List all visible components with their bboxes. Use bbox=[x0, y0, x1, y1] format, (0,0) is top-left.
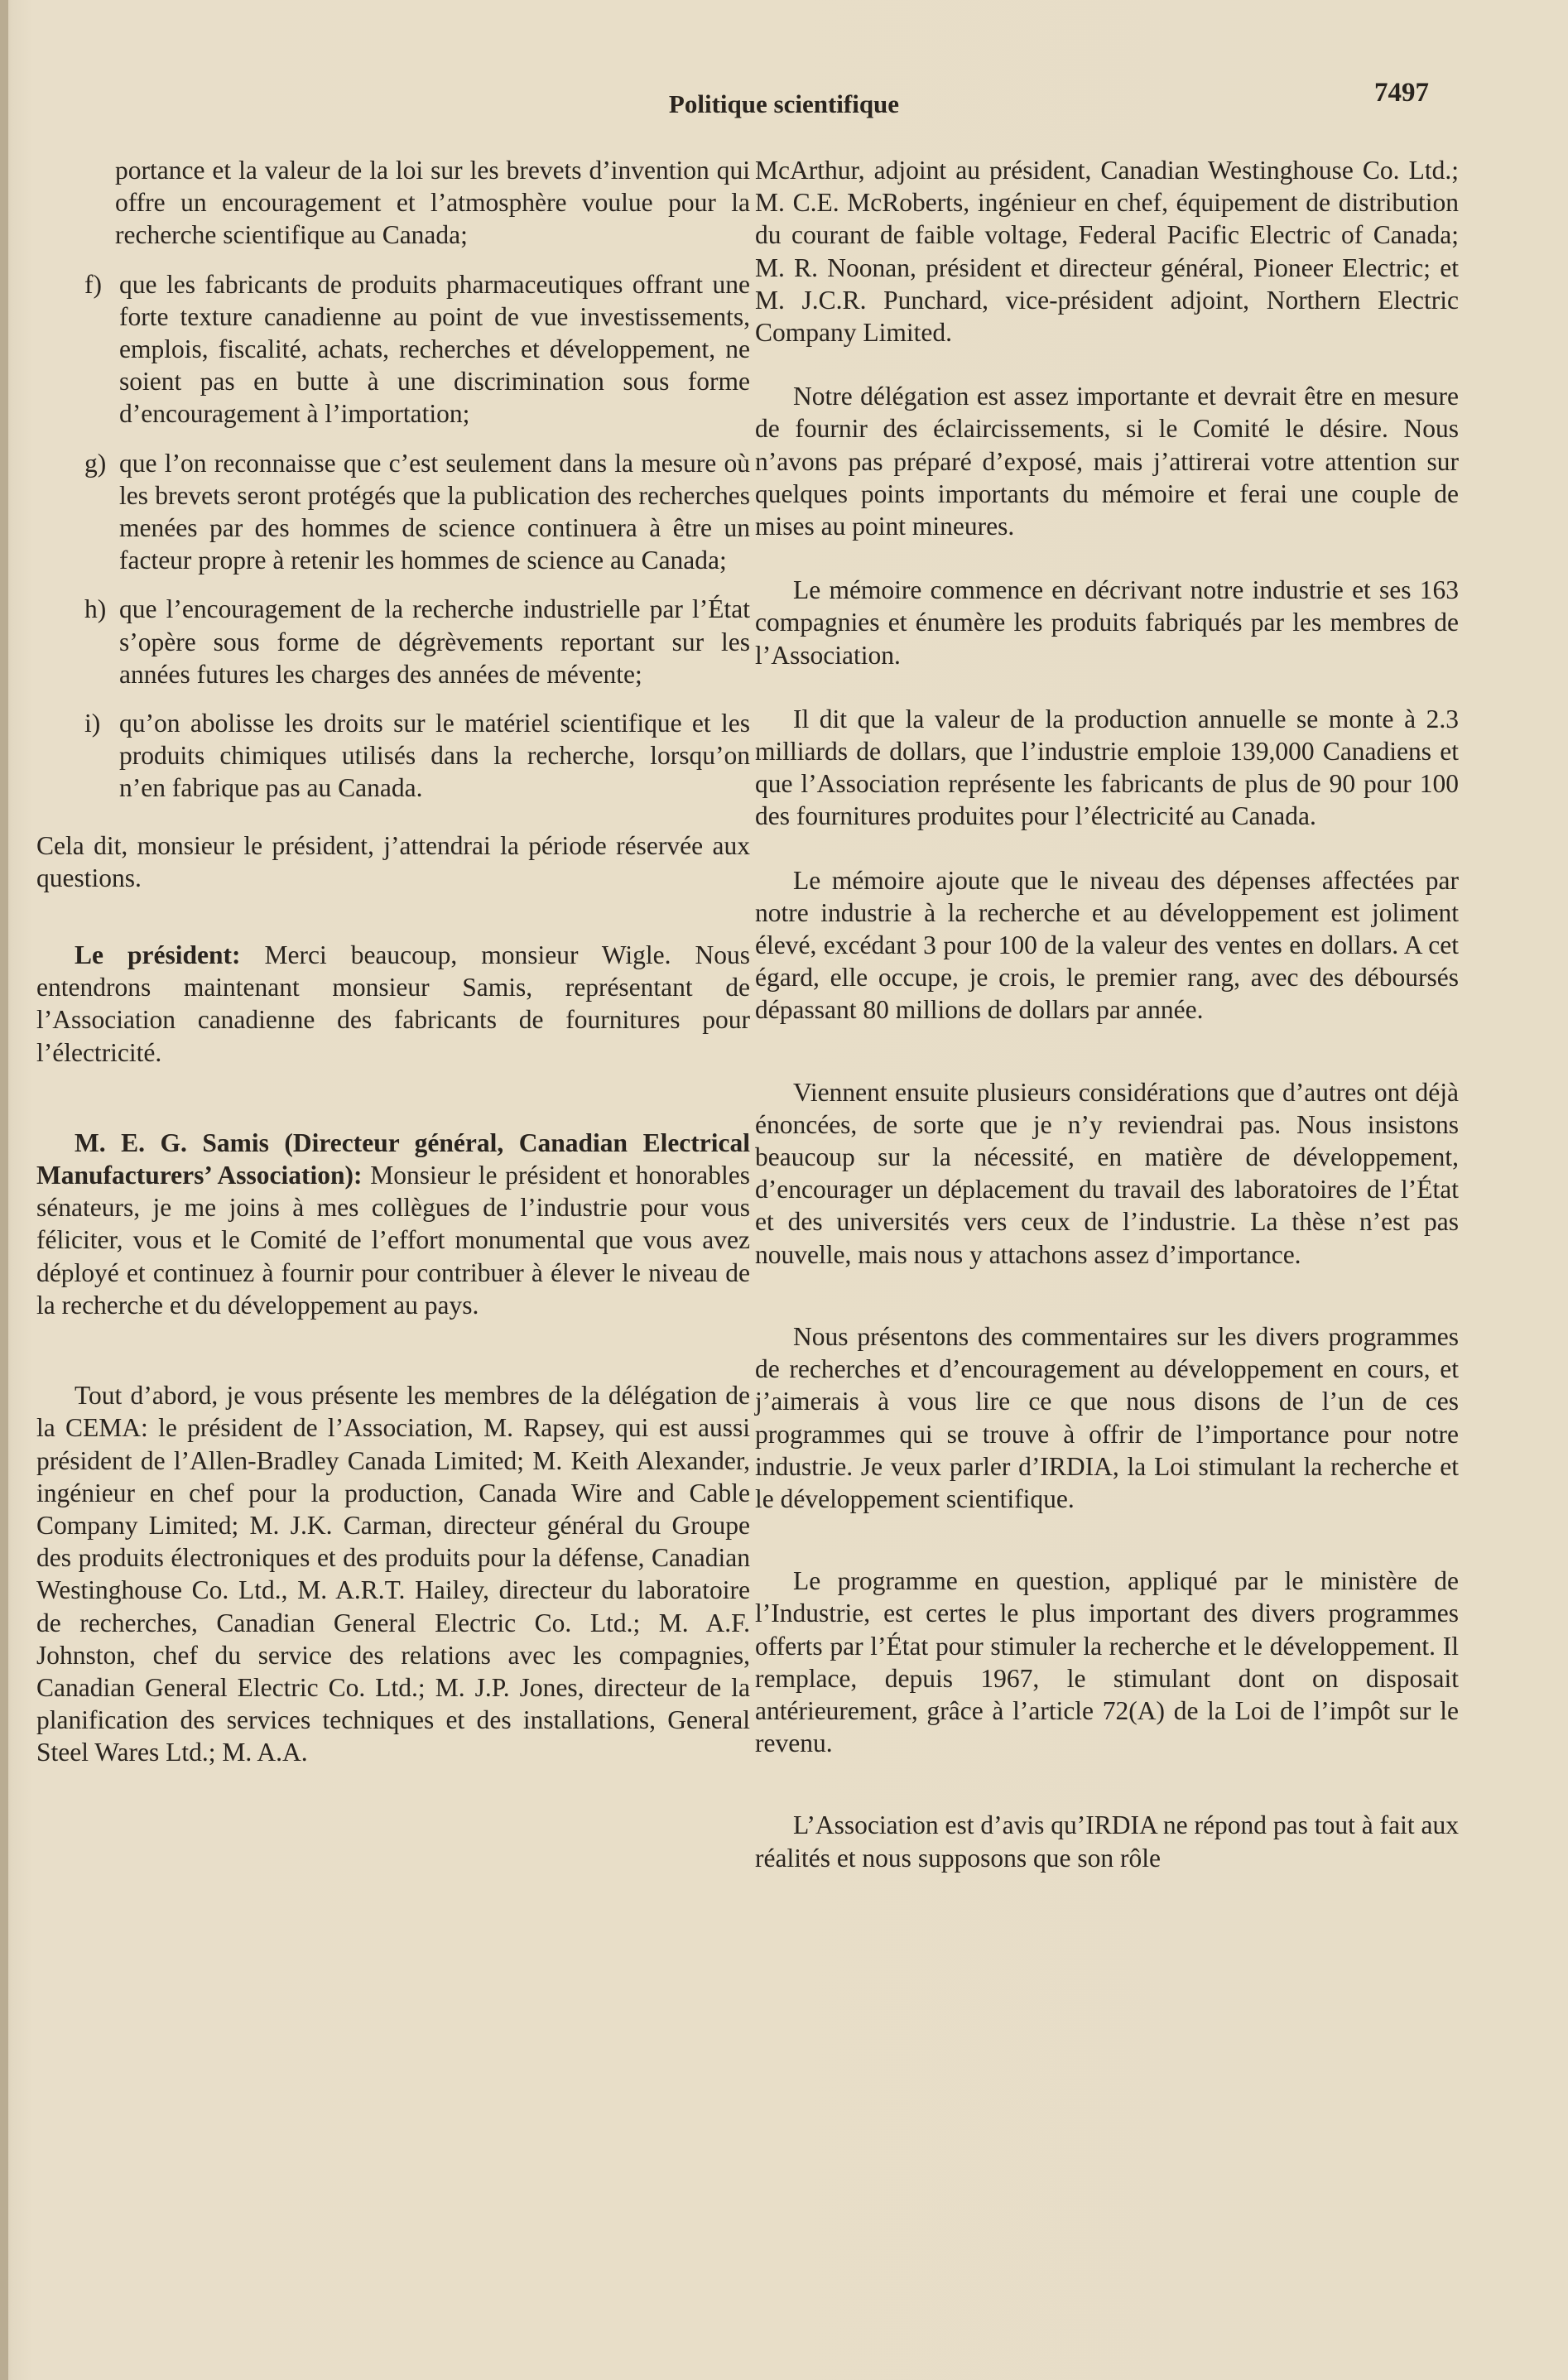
paragraph: McArthur, adjoint au président, Canadian Westinghouse Co. Ltd.; M. C.E. McRoberts, ingénieur en chef, équipement de distribution du courant de faible voltage, Federal Pacific Electric of Canada; M. R. Noonan, président et directeur général, Pioneer Electric; et M. J.C.R. Punchard, vice-président adjoint, Northern Electric Company Limited. bbox=[755, 156, 1459, 348]
delegation-paragraph: Tout d’abord, je vous présente les membres de la délégation de la CEMA: le président de l’Association, M. Rapsey, qui est aussi président de l’Allen-Bradley Canada Limited; M. Keith Alexander, ingénieur en chef pour la production, Canada Wire and Cable Company Limited; M. J.K. Carman, directeur général du Groupe des produits électroniques et des produits pour la défense, Canadian Westinghouse Co. Ltd., M. A.R.T. Hailey, directeur du laboratoire de recherches, Canadian General Electric Co. Ltd.; M. A.F. Johnston, chef du service des relations avec les compagnies, Canadian General Electric Co. Ltd.; M. J.P. Jones, directeur de la planification des services techniques et des installations, General Steel Wares Ltd.; M. A.A. bbox=[36, 1381, 750, 1767]
paragraph: Viennent ensuite plusieurs considérations que d’autres ont déjà énoncées, de sorte que je n’y reviendrai pas. Nous insistons beaucoup sur la nécessité, en matière de développement, d’encourager un déplacement du travail des laboratoires de l’État et des universités vers ceux de l’industrie. La thèse n’est pas nouvelle, mais nous y attachons assez d’importance. bbox=[755, 1077, 1459, 1269]
speaker-name: Le président: bbox=[75, 940, 241, 970]
statement-text: Monsieur le président et honorables sénateurs, je me joins à mes collègues de l’industrie pour vous féliciter, vous et le Comité de l’effort monumental que vous avez déployé et continuez à fournir pour contribuer à élever le niveau de la recherche et du développement au pays. bbox=[36, 1161, 750, 1320]
speaker-name: M. E. G. Samis (Directeur général, Canadian Electrical Manufacturers’ Association): bbox=[36, 1127, 750, 1190]
paragraph: L’Association est d’avis qu’IRDIA ne répond pas tout à fait aux réalités et nous supposons que son rôle bbox=[755, 1810, 1459, 1873]
continued-paragraph: portance et la valeur de la loi sur les brevets d’invention qui offre un encouragement et l’atmosphère voulue pour la recherche scientifique au Canada; bbox=[115, 156, 750, 250]
list-item-f bbox=[36, 268, 750, 430]
paragraph: Nous présentons des commentaires sur les divers programmes de recherches et d’encouragement au développement en cours, et j’aimerais à vous lire ce que nous disons de l’un de ces programmes qui se trouve à offrir de l’importance pour notre industrie. Je veux parler d’IRDIA, la Loi stimulant la recherche et le développement scientifique. bbox=[755, 1321, 1459, 1513]
paragraph: Le programme en question, appliqué par le ministère de l’Industrie, est certes le plus important des divers programmes offerts par l’État pour stimuler la recherche et le développement. Il remplace, depuis 1967, le stimulant dont on disposait antérieurement, grâce à l’article 72(A) de la Loi de l’impôt sur le revenu. bbox=[755, 1566, 1459, 1758]
paragraph: Il dit que la valeur de la production annuelle se monte à 2.3 milliards de dollars, que l’industrie emploie 139,000 Canadiens et que l’Association représente les fabricants de plus de 90 pour 100 des fournitures produites pour l’électricité au Canada. bbox=[755, 704, 1459, 831]
right-column bbox=[755, 154, 1459, 1874]
list-item-label: g) bbox=[84, 448, 107, 478]
chair-statement bbox=[36, 939, 750, 1069]
left-column bbox=[36, 154, 750, 1769]
list-item-label: i) bbox=[84, 709, 101, 738]
list-item-label: f) bbox=[84, 269, 102, 299]
list-item-i bbox=[36, 707, 750, 805]
list-item-text: que l’on reconnaisse que c’est seulement dans la mesure où les brevets seront protégés que la publication des recherches menées par des hommes de science continuera à être un facteur propre à retenir les hommes de science au Canada; bbox=[119, 448, 750, 575]
list-item-g bbox=[36, 447, 750, 577]
samis-statement bbox=[36, 1127, 750, 1321]
closing-remark: Cela dit, monsieur le président, j’attendrai la période réservée aux questions. bbox=[36, 830, 750, 892]
binding-edge bbox=[0, 0, 8, 2380]
page-number: 7497 bbox=[1374, 78, 1429, 108]
list-item-label: h) bbox=[84, 594, 107, 624]
list-item-text: que l’encouragement de la recherche industrielle par l’État s’opère sous forme de dégrèvements reportant sur les années futures les charges des années de mévente; bbox=[119, 594, 750, 689]
paragraph: Le mémoire ajoute que le niveau des dépenses affectées par notre industrie à la recherche et au développement est joliment élevé, excédant 3 pour 100 de la valeur des ventes en dollars. A cet égard, elle occupe, je crois, le premier rang, avec des déboursés dépassant 80 millions de dollars par année. bbox=[755, 865, 1459, 1025]
paragraph: Notre délégation est assez importante et devrait être en mesure de fournir des éclaircissements, si le Comité le désire. Nous n’avons pas préparé d’exposé, mais j’attirerai votre attention sur quelques points importants du mémoire et ferai une couple de mises au point mineures. bbox=[755, 382, 1459, 541]
list-item-text: qu’on abolisse les droits sur le matériel scientifique et les produits chimiques utilisés dans la recherche, lorsqu’on n’en fabrique pas au Canada. bbox=[119, 709, 750, 803]
statement-text: Merci beaucoup, monsieur Wigle. Nous entendrons maintenant monsieur Samis, représentant de l’Association canadienne des fabricants de fournitures pour l’électricité. bbox=[36, 940, 751, 1067]
running-title: Politique scientifique bbox=[668, 89, 900, 118]
list-item-text: que les fabricants de produits pharmaceutiques offrant une forte texture canadienne au point de vue investissements, emplois, fiscalité, achats, recherches et développement, ne soient pas en butte à une discrimination sous forme d’encouragement à l’importation; bbox=[119, 269, 750, 429]
list-item-h bbox=[36, 593, 750, 690]
paragraph: Le mémoire commence en décrivant notre industrie et ses 163 compagnies et énumère les produits fabriqués par les membres de l’Association. bbox=[755, 575, 1459, 670]
